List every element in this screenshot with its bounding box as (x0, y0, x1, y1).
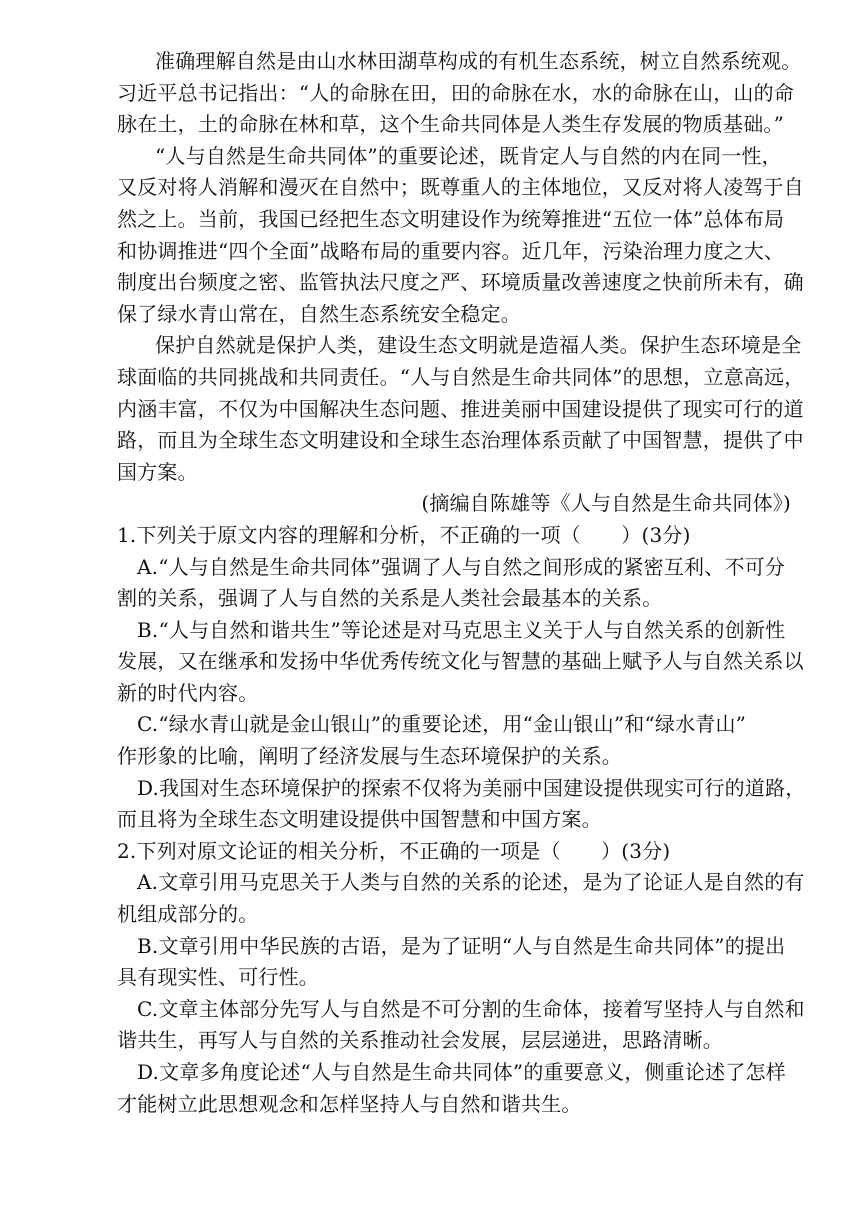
option-line: 发展，又在继承和发扬中华优秀传统文化与智慧的基础上赋予人与自然关系以 (117, 649, 804, 674)
option-b[interactable] (117, 931, 793, 994)
option-line: A.“人与自然是生命共同体”强调了人与自然之间形成的紧密互利、不可分 (137, 554, 786, 579)
text-line: 球面临的共同挑战和共同责任。“人与自然是生命共同体”的思想，立意高远， (117, 364, 805, 389)
option-line: A.文章引用马克思关于人类与自然的关系的论述，是为了论证人是自然的有 (137, 870, 805, 895)
option-line: 而且将为全球生态文明建设提供中国智慧和中国方案。 (117, 807, 602, 832)
option-c[interactable] (117, 994, 805, 1057)
option-line: 谐共生，再写人与自然的关系推动社会发展，层层递进，思路清晰。 (117, 1028, 723, 1053)
text-line: 又反对将人消解和漫灭在自然中；既尊重人的主体地位，又反对将人凌驾于自 (117, 175, 804, 200)
option-line: 作形象的比喻，阐明了经济发展与生态环境保护的关系。 (117, 744, 622, 769)
option-d[interactable] (117, 1057, 793, 1120)
text-line: 内涵丰富，不仅为中国解决生态问题、推进美丽中国建设提供了现实可行的道 (117, 396, 804, 421)
text-line: 习近平总书记指出：“人的命脉在田，田的命脉在水，水的命脉在山，山的命 (117, 80, 795, 105)
option-line: 新的时代内容。 (117, 680, 259, 705)
text-line: 准确理解自然是由山水林田湖草构成的有机生态系统，树立自然系统观。 (155, 49, 802, 73)
option-b[interactable] (117, 615, 804, 710)
text-line: 脉在土，土的命脉在林和草，这个生命共同体是人类生存发展的物质基础。” (117, 112, 785, 137)
option-line: D.文章多角度论述“人与自然是生命共同体”的重要意义，侧重论述了怎样 (137, 1060, 786, 1084)
text-line: 然之上。当前，我国已经把生态文明建设作为统筹推进“五位一体”总体布局 (117, 206, 785, 231)
option-a[interactable] (117, 867, 805, 930)
paragraph-2 (117, 141, 804, 331)
option-line: B.文章引用中华民族的古语，是为了证明“人与自然是生命共同体”的提出 (137, 933, 786, 958)
question-1 (117, 520, 806, 836)
question-2 (117, 836, 805, 1120)
text-line: 制度出台频度之密、监管执法尺度之严、环境质量改善速度之快前所未有，确 (117, 270, 804, 295)
source-citation: (摘编自陈雄等《人与自然是生命共同体》) (421, 491, 791, 516)
option-line: C.文章主体部分先写人与自然是不可分割的生命体，接着写坚持人与自然和 (137, 996, 805, 1021)
option-line: D.我国对生态环境保护的探索不仅将为美丽中国建设提供现实可行的道路， (137, 775, 806, 800)
question-stem: 1.下列关于原文内容的理解和分析，不正确的一项（ ）(3分) (117, 522, 691, 547)
option-line: 具有现实性、可行性。 (117, 965, 319, 990)
option-d[interactable] (117, 773, 806, 836)
option-c[interactable] (117, 709, 793, 772)
option-a[interactable] (117, 552, 793, 615)
option-line: 才能树立此思想观念和怎样坚持人与自然和谐共生。 (117, 1091, 582, 1116)
text-line: 路，而且为全球生态文明建设和全球生态治理体系贡献了中国智慧，提供了中 (117, 428, 804, 453)
text-line: 保了绿水青山常在，自然生态系统安全稳定。 (117, 301, 521, 326)
question-stem: 2.下列对原文论证的相关分析，不正确的一项是（ ）(3分) (117, 838, 671, 863)
paragraph-3 (117, 330, 805, 488)
text-line: 国方案。 (117, 459, 198, 484)
option-line: 机组成部分的。 (117, 902, 259, 927)
text-line: “人与自然是生命共同体”的重要论述，既肯定人与自然的内在同一性， (155, 143, 782, 168)
option-line: 割的关系，强调了人与自然的关系是人类社会最基本的关系。 (117, 586, 663, 611)
option-line: B.“人与自然和谐共生”等论述是对马克思主义关于人与自然关系的创新性 (137, 617, 786, 642)
text-line: 和协调推进“四个全面”战略布局的重要内容。近几年，污染治理力度之大、 (117, 238, 785, 263)
document-page (117, 46, 806, 1120)
text-line: 保护自然就是保护人类，建设生态文明就是造福人类。保护生态环境是全 (155, 333, 802, 358)
option-line: C.“绿水青山就是金山银山”的重要论述，用“金山银山”和“绿水青山” (137, 712, 747, 737)
paragraph-1 (117, 46, 802, 141)
